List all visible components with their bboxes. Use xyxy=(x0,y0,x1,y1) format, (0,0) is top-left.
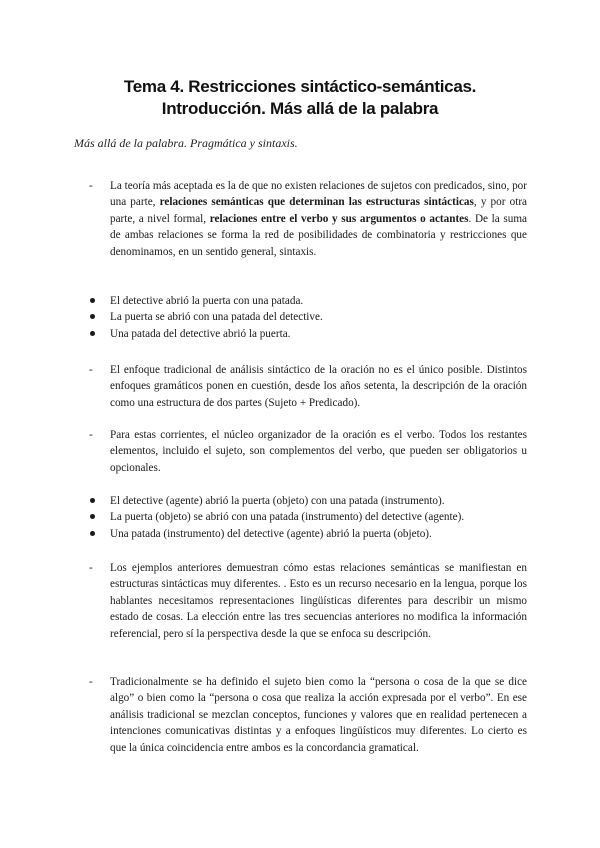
bold-phrase: relaciones semánticas que determinan las estructuras sintácticas xyxy=(159,196,474,209)
paragraph-2 xyxy=(89,362,527,411)
bold-phrase: relaciones entre el verbo y sus argumentos o actantes xyxy=(209,212,469,225)
list-item: La puerta se abrió con una patada del detective. xyxy=(89,309,527,325)
paragraph-text: La teoría más aceptada es la de que no existen relaciones de sujetos con predicados, sino, por una parte, xyxy=(110,180,527,209)
bullet-icon xyxy=(90,498,95,503)
example-list-1 xyxy=(89,293,527,342)
bullet-icon xyxy=(90,298,95,303)
list-item: Una patada del detective abrió la puerta. xyxy=(89,326,527,342)
paragraph-text: Tradicionalmente se ha definido el sujeto bien como la “persona o cosa de la que se dice algo” o bien como la “persona o cosa que realiza la acción expresada por el verbo”. En ese análisis tradicional se mezclan conceptos, funciones y valores que en realidad pertenecen a intenciones comunicativas distintas y a enfoques lingüísticos muy diferentes. Lo cierto es que la única coincidencia entre ambos es la concordancia gramatical. xyxy=(110,676,527,754)
dash-item xyxy=(89,178,527,260)
paragraph-text: . De la suma de ambas relaciones se forma la red de posibilidades de combinatoria y restricciones que denominamos, en un sentido general, sintaxis. xyxy=(110,212,527,258)
list-item: El detective abrió la puerta con una patada. xyxy=(89,293,527,309)
paragraph-1 xyxy=(89,178,527,260)
list-item: Una patada (instrumento) del detective (agente) abrió la puerta (objeto). xyxy=(89,526,527,542)
dash-marker: - xyxy=(89,429,93,441)
dash-marker: - xyxy=(89,180,93,192)
list-item: La puerta (objeto) se abrió con una patada (instrumento) del detective (agente). xyxy=(89,509,527,525)
dash-marker: - xyxy=(89,676,93,688)
paragraph-text: , y por otra parte, a nivel formal, xyxy=(110,196,528,225)
paragraph-3 xyxy=(89,427,527,476)
dash-item xyxy=(89,674,527,756)
bullet-icon xyxy=(90,514,95,519)
section-subtitle: Más allá de la palabra. Pragmática y sintaxis. xyxy=(74,136,298,150)
dash-marker: - xyxy=(89,364,93,376)
bullet-icon xyxy=(90,331,95,336)
paragraph-5 xyxy=(89,674,527,756)
bullet-icon xyxy=(90,314,95,319)
list-item: El detective (agente) abrió la puerta (objeto) con una patada (instrumento). xyxy=(89,493,527,509)
bullet-icon xyxy=(90,531,95,536)
paragraph-text: Los ejemplos anteriores demuestran cómo estas relaciones semánticas se manifiestan en estructuras sintácticas muy diferentes. . Esto es un recurso necesario en la lengua, porque los hablantes necesitamos representaciones lingüísticas diferentes para describir un mismo estado de cosas. La elección entre las tres secuencias anteriores no modifica la información referencial, pero sí la perspectiva desde la que se enfoca su descripción. xyxy=(110,562,527,640)
example-list-2 xyxy=(89,493,527,542)
paragraph-text: Para estas corrientes, el núcleo organizador de la oración es el verbo. Todos los restantes elementos, incluido el sujeto, son complementos del verbo, que pueden ser obligatorios u opcionales. xyxy=(110,429,527,474)
dash-item xyxy=(89,427,527,476)
dash-item xyxy=(89,560,527,642)
paragraph-4 xyxy=(89,560,527,642)
dash-item xyxy=(89,362,527,411)
paragraph-text: El enfoque tradicional de análisis sintáctico de la oración no es el único posible. Distintos enfoques gramáticos ponen en cuestión, desde los años setenta, la descripción de la oración como una estructura de dos partes (Sujeto + Predicado). xyxy=(110,364,527,409)
dash-marker: - xyxy=(89,562,93,574)
page-title: Tema 4. Restricciones sintáctico-semánticas. Introducción. Más allá de la palabra xyxy=(123,77,477,118)
